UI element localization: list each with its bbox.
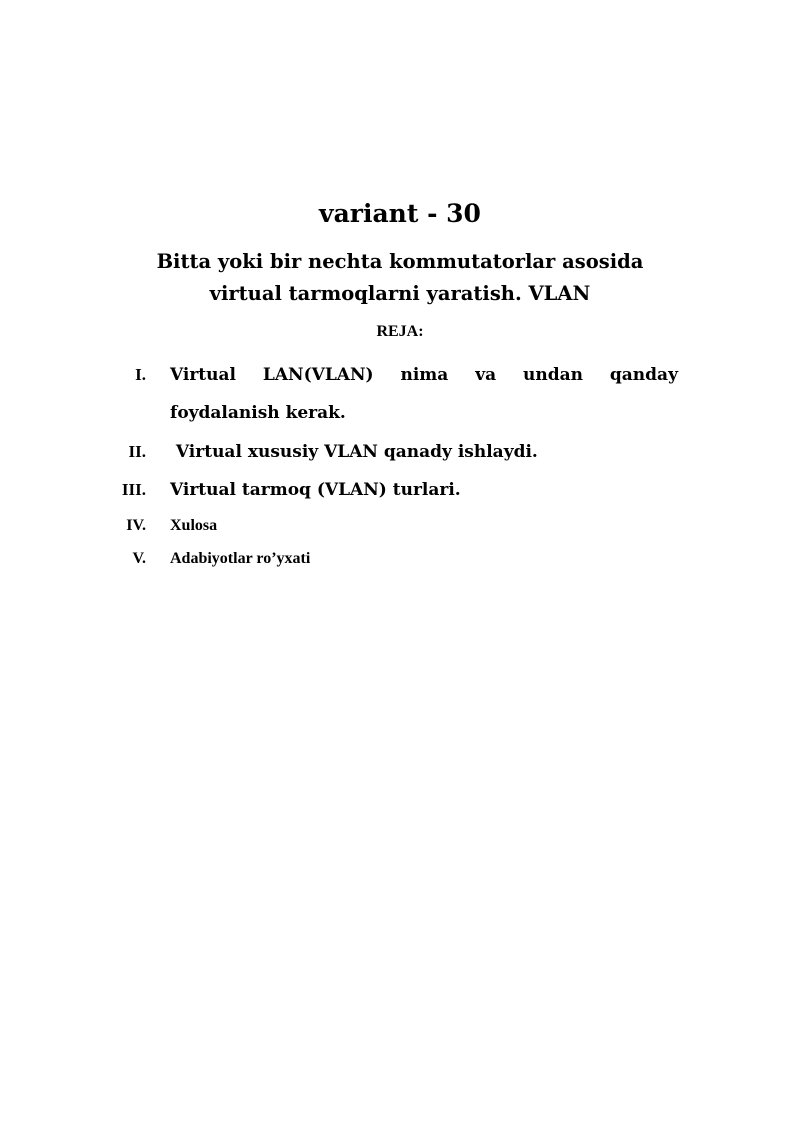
- document-title: [100, 246, 700, 310]
- plan-item-word: LAN(VLAN): [262, 365, 374, 385]
- plan-item-number: IV.: [126, 517, 146, 534]
- plan-item-line-1: [170, 358, 678, 392]
- plan-item-line-1: Virtual xususiy VLAN qanady ishlaydi.: [170, 442, 538, 462]
- plan-item-word: undan: [523, 365, 583, 385]
- plan-item-line-2: foydalanish kerak.: [170, 403, 346, 423]
- plan-item-line-1: Xulosa: [170, 517, 218, 534]
- plan-item-text: [170, 435, 678, 469]
- plan-item-text: [170, 543, 678, 575]
- plan-item-text: [170, 510, 678, 542]
- variant-title: variant - 30: [319, 199, 481, 228]
- plan-item-number: V.: [132, 550, 146, 567]
- plan-item-number: III.: [121, 480, 146, 499]
- plan-item-number: I.: [135, 365, 146, 384]
- plan-item-line-1: Virtual tarmoq (VLAN) turlari.: [170, 480, 461, 500]
- document-title-line-2: virtual tarmoqlarni yaratish. VLAN: [209, 282, 591, 305]
- plan-item-text: [170, 473, 678, 507]
- document-title-line-1: Bitta yoki bir nechta kommutatorlar asosida: [156, 250, 644, 273]
- plan-item-line-1: Adabiyotlar ro’yxati: [170, 550, 311, 567]
- plan-item-word: Virtual: [170, 365, 236, 385]
- plan-item-word: nima: [400, 365, 449, 385]
- plan-item-word: qanday: [609, 365, 678, 385]
- plan-item-word: va: [475, 365, 497, 385]
- plan-heading: REJA:: [376, 323, 424, 340]
- plan-item-number: II.: [128, 442, 146, 461]
- plan-item-text: [170, 358, 678, 430]
